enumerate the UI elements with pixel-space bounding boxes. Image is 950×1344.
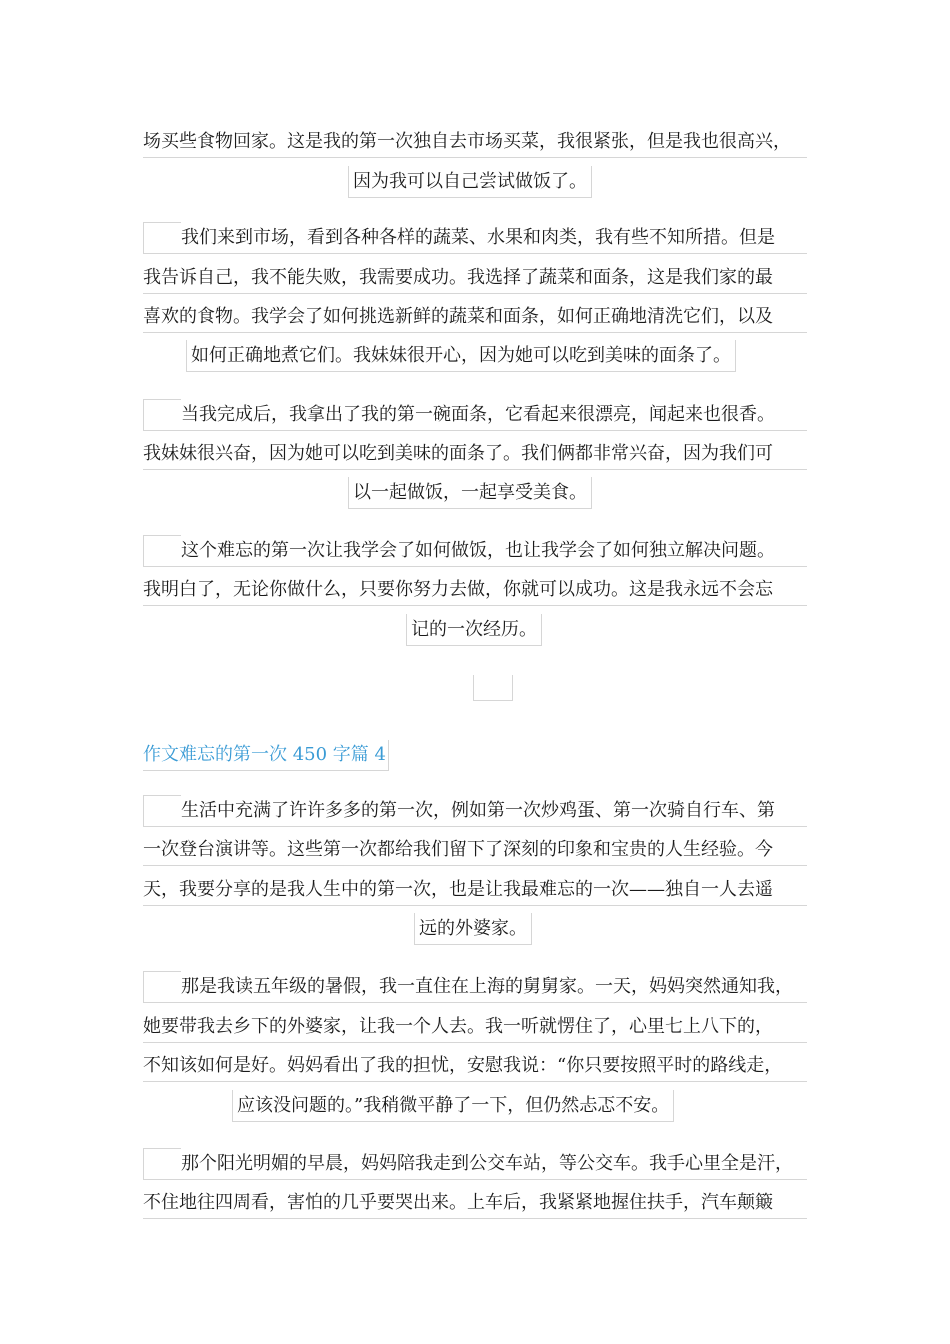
text-line: 当我完成后，我拿出了我的第一碗面条，它看起来很漂亮，闻起来也很香。 (143, 399, 807, 431)
text-line: 那个阳光明媚的早晨，妈妈陪我走到公交车站，等公交车。我手心里全是汗， (143, 1148, 807, 1180)
text-line: 如何正确地煮它们。我妹妹很开心，因为她可以吃到美味的面条了。 (186, 340, 736, 372)
text-line: 因为我可以自己尝试做饭了。 (348, 166, 592, 198)
text-line: 不知该如何是好。妈妈看出了我的担忧，安慰我说：“你只要按照平时的路线走， (143, 1050, 807, 1082)
text-line: 我明白了，无论你做什么，只要你努力去做，你就可以成功。这是我永远不会忘 (143, 574, 807, 606)
text-line: 不住地往四周看，害怕的几乎要哭出来。上车后，我紧紧地握住扶手，汽车颠簸 (143, 1187, 807, 1219)
text-line: 远的外婆家。 (414, 913, 532, 945)
text-line: 生活中充满了许许多多的第一次，例如第一次炒鸡蛋、第一次骑自行车、第 (143, 795, 807, 827)
text-line: 以一起做饭，一起享受美食。 (348, 477, 592, 509)
text-line: 一次登台演讲等。这些第一次都给我们留下了深刻的印象和宝贵的人生经验。今 (143, 834, 807, 866)
text-line: 喜欢的食物。我学会了如何挑选新鲜的蔬菜和面条，如何正确地清洗它们，以及 (143, 301, 807, 333)
text-line: 她要带我去乡下的外婆家，让我一个人去。我一听就愣住了，心里七上八下的， (143, 1011, 807, 1043)
section-title[interactable]: 作文难忘的第一次 450 字篇 4 (143, 740, 389, 771)
text-line: 记的一次经历。 (406, 614, 542, 646)
text-line: 那是我读五年级的暑假，我一直住在上海的舅舅家。一天，妈妈突然通知我， (143, 971, 807, 1003)
text-line: 场买些食物回家。这是我的第一次独自去市场买菜，我很紧张，但是我也很高兴， (143, 126, 807, 158)
section-divider (473, 675, 513, 701)
text-line: 我告诉自己，我不能失败，我需要成功。我选择了蔬菜和面条，这是我们家的最 (143, 262, 807, 294)
text-line: 应该没问题的。”我稍微平静了一下，但仍然忐忑不安。 (232, 1090, 674, 1122)
text-line: 我妹妹很兴奋，因为她可以吃到美味的面条了。我们俩都非常兴奋，因为我们可 (143, 438, 807, 470)
text-line: 这个难忘的第一次让我学会了如何做饭，也让我学会了如何独立解决问题。 (143, 535, 807, 567)
text-line: 天，我要分享的是我人生中的第一次，也是让我最难忘的一次——独自一人去遥 (143, 874, 807, 906)
text-line: 我们来到市场，看到各种各样的蔬菜、水果和肉类，我有些不知所措。但是 (143, 222, 807, 254)
